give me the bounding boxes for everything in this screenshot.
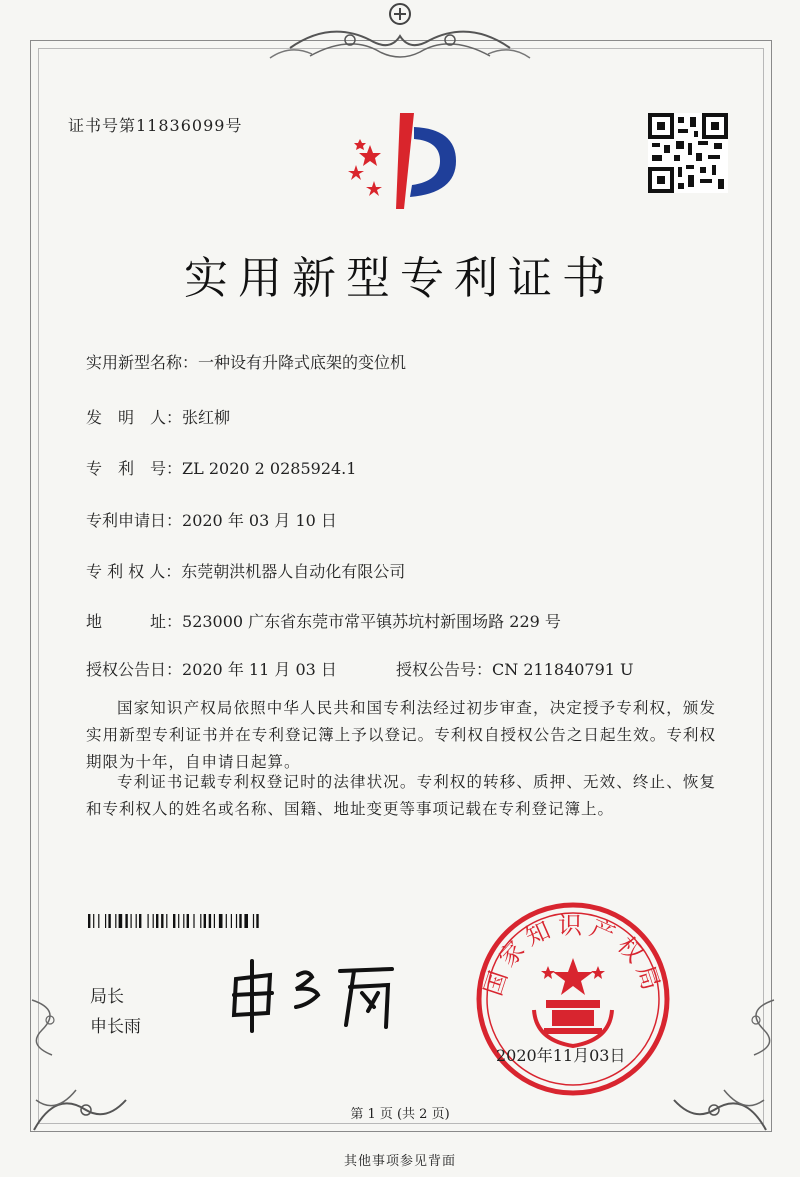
paragraph-legal-status: 专利证书记载专利权登记时的法律状况。专利权的转移、质押、无效、终止、恢复和专利权人的姓名或名称、国籍、地址变更等事项记载在专利登记簿上。 xyxy=(86,773,716,818)
bottom-left-ornament xyxy=(26,1060,136,1140)
field-value: 2020 年 11 月 03 日 xyxy=(182,660,337,679)
field-value: 2020 年 03 月 10 日 xyxy=(182,511,337,530)
qr-code-icon xyxy=(648,113,728,193)
bottom-right-ornament xyxy=(664,1060,774,1140)
paragraph-grant: 国家知识产权局依照中华人民共和国专利法经过初步审查，决定授予专利权，颁发实用新型专利证书并在专利登记簿上予以登记。专利权自授权公告之日起生效。专利权期限为十年，自申请日起算。 xyxy=(86,699,716,771)
field-application-date xyxy=(86,508,337,531)
field-value: 一种设有升降式底架的变位机 xyxy=(198,353,407,372)
field-label: 授权公告日： xyxy=(86,660,183,679)
director-name: 申长雨 xyxy=(90,1017,141,1037)
field-label: 专 利 权 人： xyxy=(86,562,182,581)
left-ornament xyxy=(22,990,82,1060)
field-patentee xyxy=(86,559,405,582)
director-title: 局长 xyxy=(90,987,124,1007)
field-grant-number xyxy=(396,657,634,680)
field-label: 地 址： xyxy=(86,612,183,631)
field-label: 实用新型名称： xyxy=(86,353,199,372)
barcode-icon xyxy=(88,914,316,928)
director-signature xyxy=(222,955,402,1035)
field-patent-number xyxy=(86,456,356,479)
seal-date: 2020年11月03日 xyxy=(496,1046,626,1065)
field-label: 专利申请日： xyxy=(86,511,183,530)
field-value: 东莞朝洪机器人自动化有限公司 xyxy=(181,562,406,581)
field-value: 张红柳 xyxy=(182,408,231,427)
field-grant-date xyxy=(86,657,337,680)
field-address xyxy=(86,609,561,632)
field-label: 授权公告号： xyxy=(396,660,493,679)
field-label: 发 明 人： xyxy=(86,408,183,427)
certificate-number: 证书号第11836099号 xyxy=(68,116,243,135)
field-label: 专 利 号： xyxy=(86,459,183,478)
field-value: 523000 广东省东莞市常平镇苏坑村新围场路 229 号 xyxy=(182,612,561,631)
field-value: CN 211840791 U xyxy=(492,660,634,679)
cnipa-logo xyxy=(330,105,470,215)
field-value: ZL 2020 2 0285924.1 xyxy=(182,459,357,478)
field-utility-name xyxy=(86,350,406,373)
back-note: 其他事项参见背面 xyxy=(343,1154,456,1169)
svg-text:国家知识产权局: 国家知识产权局 xyxy=(479,911,667,1000)
top-ornament xyxy=(250,0,550,78)
right-ornament xyxy=(724,990,784,1060)
official-seal xyxy=(474,900,672,1098)
field-inventor xyxy=(86,405,230,428)
page-number: 第 1 页 (共 2 页) xyxy=(350,1107,450,1122)
certificate-title: 实用新型专利证书 xyxy=(184,253,616,304)
